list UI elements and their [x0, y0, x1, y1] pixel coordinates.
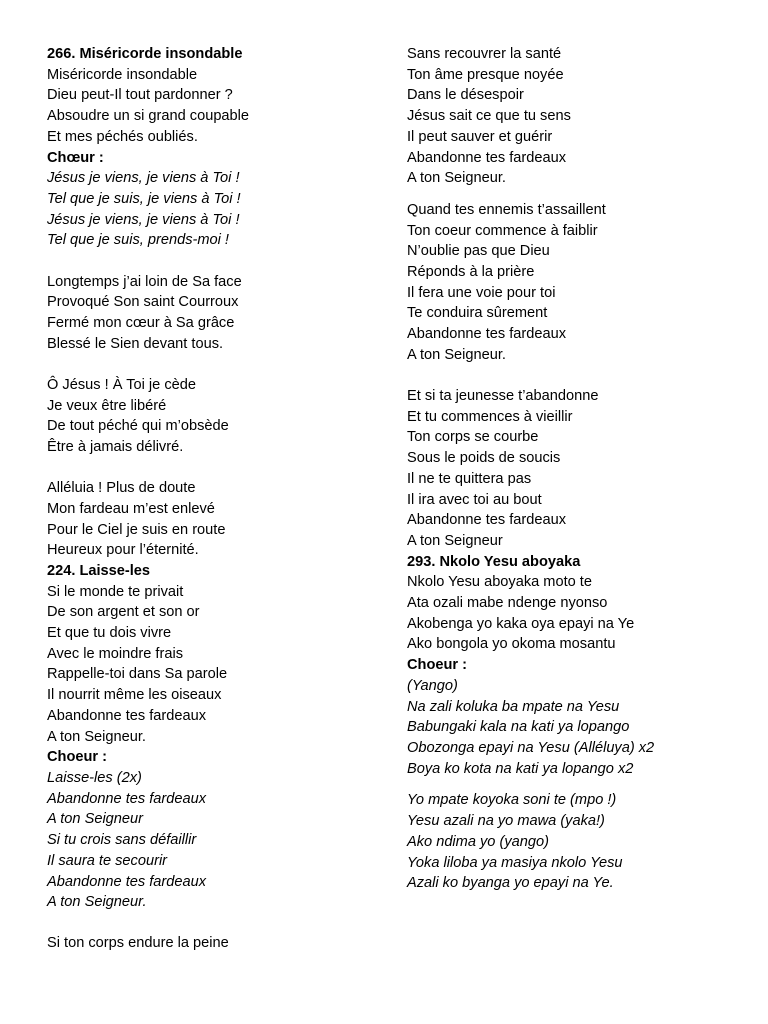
verse-line: A ton Seigneur	[407, 532, 503, 549]
chorus-line: A ton Seigneur.	[47, 894, 147, 911]
verse-line: Et si ta jeunesse t’abandonne	[407, 388, 599, 405]
verse-line: Il peut sauver et guérir	[407, 128, 553, 145]
verse-line: Longtemps j’ai loin de Sa face	[47, 273, 242, 290]
stanza-gap	[407, 779, 747, 790]
chorus-line: Jésus je viens, je viens à Toi !	[47, 170, 240, 187]
chorus-line: A ton Seigneur	[47, 811, 144, 828]
left-column	[47, 44, 367, 954]
verse-line: Akobenga yo kaka oya epayi na Ye	[407, 615, 635, 632]
verse-line: De son argent et son or	[47, 604, 200, 621]
verse-line: Provoqué Son saint Courroux	[47, 294, 239, 311]
verse-line: Nkolo Yesu aboyaka moto te	[407, 574, 592, 591]
chorus-line: Yoka liloba ya masiya nkolo Yesu	[407, 854, 623, 871]
verse-line: Dans le désespoir	[407, 87, 524, 104]
verse-line: Ton âme presque noyée	[407, 66, 564, 83]
chorus-line: Abandonne tes fardeaux	[47, 790, 207, 807]
verse-line: De tout péché qui m’obsède	[47, 418, 229, 435]
chorus-line: Yo mpate koyoka soni te (mpo !)	[407, 792, 617, 809]
verse-line: Réponds à la prière	[407, 264, 535, 281]
verse-line: Ton corps se courbe	[407, 429, 539, 446]
verse-line: Abandonne tes fardeaux	[407, 326, 567, 343]
verse-line: Je veux être libéré	[47, 397, 167, 414]
verse-line: Il ne te quittera pas	[407, 470, 532, 487]
verse-line: Dieu peut-Il tout pardonner ?	[47, 87, 233, 104]
chorus-line: Obozonga epayi na Yesu (Alléluya) x2	[407, 740, 655, 756]
chorus-label: Choeur :	[47, 749, 107, 766]
verse-line: Sous le poids de soucis	[407, 450, 561, 467]
stanza-gap	[47, 458, 367, 479]
chorus-line: Na zali koluka ba mpate na Yesu	[407, 698, 620, 715]
verse-line: Et mes péchés oubliés.	[47, 128, 198, 145]
verse-line: Mon fardeau m’est enlevé	[47, 500, 215, 517]
hymn-title: 293. Nkolo Yesu aboyaka	[407, 553, 581, 570]
verse-line: Ata ozali mabe ndenge nyonso	[407, 595, 608, 612]
hymn-title: 266. Miséricorde insondable	[47, 46, 243, 62]
verse-line: Et tu commences à vieillir	[407, 408, 573, 425]
chorus-line: Jésus je viens, je viens à Toi !	[47, 211, 240, 228]
verse-line: Rappelle-toi dans Sa parole	[47, 666, 228, 683]
verse-line: Blessé le Sien devant tous.	[47, 335, 224, 352]
verse-line: Ton coeur commence à faiblir	[407, 222, 598, 239]
right-column	[407, 44, 747, 894]
verse-line: Si ton corps endure la peine	[47, 935, 229, 952]
chorus-line: Laisse-les (2x)	[47, 770, 142, 786]
verse-line: Te conduira sûrement	[407, 305, 548, 322]
chorus-line: Ako ndima yo (yango)	[407, 833, 549, 850]
chorus-label: Choeur :	[407, 657, 467, 674]
verse-line: Ô Jésus ! À Toi je cède	[47, 376, 196, 393]
verse-line: Abandonne tes fardeaux	[407, 149, 567, 166]
verse-line: Il fera une voie pour toi	[407, 284, 556, 301]
verse-line: Être à jamais délivré.	[47, 438, 184, 455]
verse-line: A ton Seigneur.	[47, 728, 146, 745]
chorus-label: Chœur :	[47, 149, 104, 166]
verse-line: Miséricorde insondable	[47, 66, 198, 83]
verse-line: Il ira avec toi au bout	[407, 491, 542, 508]
verse-line: Et que tu dois vivre	[47, 625, 172, 642]
chorus-line: Abandonne tes fardeaux	[47, 873, 207, 890]
verse-line: Avec le moindre frais	[47, 645, 183, 662]
verse-line: A ton Seigneur.	[407, 346, 506, 363]
verse-line: Sans recouvrer la santé	[407, 46, 562, 62]
verse-line: Abandonne tes fardeaux	[407, 512, 567, 529]
chorus-line: Yesu azali na yo mawa (yaka!)	[407, 813, 605, 830]
verse-line: Il nourrit même les oiseaux	[47, 687, 222, 704]
chorus-line: (Yango)	[407, 677, 458, 694]
verse-line: Alléluia ! Plus de doute	[47, 480, 196, 497]
verse-line: N’oublie pas que Dieu	[407, 243, 550, 260]
chorus-line: Tel que je suis, je viens à Toi !	[47, 190, 241, 207]
verse-line: Quand tes ennemis t’assaillent	[407, 201, 606, 218]
verse-line: Fermé mon cœur à Sa grâce	[47, 314, 235, 331]
verse-line: Jésus sait ce que tu sens	[407, 108, 571, 125]
verse-line: Heureux pour l’éternité.	[47, 542, 199, 559]
chorus-line: Azali ko byanga yo epayi na Ye.	[407, 875, 614, 892]
verse-line: Abandonne tes fardeaux	[47, 707, 207, 724]
chorus-line: Babungaki kala na kati ya lopango	[407, 719, 630, 736]
verse-line: Pour le Ciel je suis en route	[47, 521, 226, 538]
stanza-gap	[407, 189, 747, 200]
chorus-line: Si tu crois sans défaillir	[47, 832, 197, 849]
verse-line: A ton Seigneur.	[407, 170, 506, 187]
verse-line: Absoudre un si grand coupable	[47, 108, 250, 125]
stanza-gap	[407, 366, 747, 387]
stanza-gap	[47, 913, 367, 934]
chorus-line: Boya ko kota na kati ya lopango x2	[407, 760, 634, 777]
chorus-line: Il saura te secourir	[47, 852, 168, 869]
verse-line: Si le monde te privait	[47, 583, 184, 600]
verse-line: Ako bongola yo okoma mosantu	[407, 636, 616, 653]
hymn-title: 224. Laisse-les	[47, 562, 151, 579]
stanza-gap	[47, 251, 367, 272]
stanza-gap	[47, 354, 367, 375]
chorus-line: Tel que je suis, prends-moi !	[47, 232, 229, 249]
